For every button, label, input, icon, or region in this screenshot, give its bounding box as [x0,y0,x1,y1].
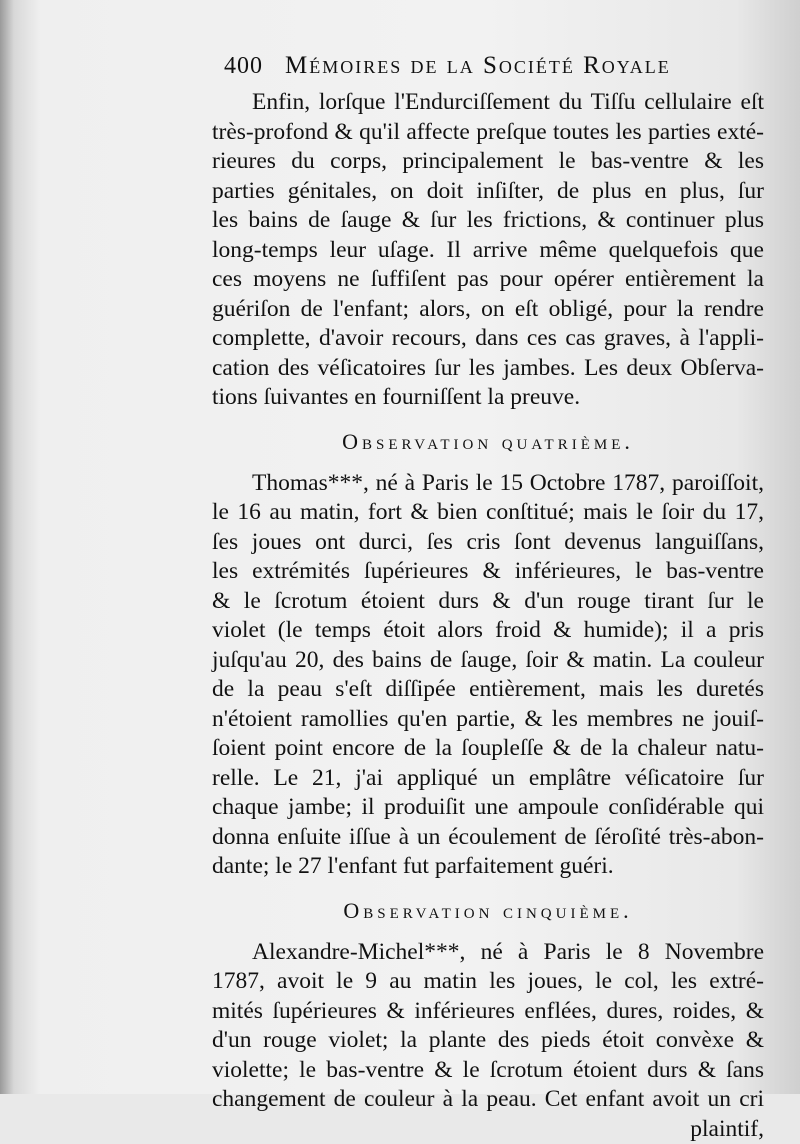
text-line: rieures du corps, principalement le bas-ventre & les [212,147,764,177]
text-block [212,52,764,1144]
text-line: d'un rouge violet; la plante des pieds étoit convèxe & [212,1026,764,1056]
text-line: 1787, avoit le 9 au matin les joues, le col, les extré- [212,967,764,997]
text-line: violette; le bas-ventre & le ſcrotum étoient durs & ſans [212,1056,764,1086]
text-line: tions ſuivantes en fourniſſent la preuve. [212,383,764,413]
paragraph-observation-5 [212,938,764,1115]
text-line: Thomas***, né à Paris le 15 Octobre 1787, paroiſſoit, [212,469,764,499]
text-line: Alexandre-Michel***, né à Paris le 8 Novembre [212,938,764,968]
page-number: 400 [224,53,263,80]
text-line: ſoient point encore de la ſoupleſſe & de la chaleur natu- [212,734,764,764]
text-line: guériſon de l'enfant; alors, on eſt obligé, pour la rendre [212,295,764,325]
text-line: juſqu'au 20, des bains de ſauge, ſoir & matin. La couleur [212,646,764,676]
text-line: violet (le temps étoit alors froid & humide); il a pris [212,616,764,646]
text-line: chaque jambe; il produiſit une ampoule conſidérable qui [212,793,764,823]
text-line: de la peau s'eſt diſſipée entièrement, mais les duretés [212,675,764,705]
section-heading-observation-4: Observation quatrième. [212,425,764,459]
text-line: donna enſuite iſſue à un écoulement de ſéroſité très-abon- [212,823,764,853]
section-heading-observation-5: Observation cinquième. [212,894,764,928]
catchword: plaintif, [212,1115,764,1144]
running-head [224,52,764,88]
text-line: ſes joues ont durci, ſes cris ſont devenus languiſſans, [212,528,764,558]
text-line: Enfin, lorſque l'Endurciſſement du Tiſſu cellulaire eſt [212,88,764,118]
text-line: le 16 au matin, fort & bien conſtitué; mais le ſoir du 17, [212,498,764,528]
text-line: très-profond & qu'il affecte preſque toutes les parties exté- [212,118,764,148]
text-line: changement de couleur à la peau. Cet enfant avoit un cri [212,1085,764,1115]
text-line: & le ſcrotum étoient durs & d'un rouge tirant ſur le [212,587,764,617]
text-line: complette, d'avoir recours, dans ces cas graves, à l'appli- [212,324,764,354]
text-line: mités ſupérieures & inférieures enflées, dures, roides, & [212,997,764,1027]
text-line: dante; le 27 l'enfant fut parfaitement guéri. [212,852,764,882]
text-line: long-temps leur uſage. Il arrive même quelquefois que [212,236,764,266]
text-line: parties génitales, on doit inſiſter, de plus en plus, ſur [212,177,764,207]
paragraph-observation-4 [212,469,764,882]
running-title: Mémoires de la Société Royale [285,52,671,80]
text-line: n'étoient ramollies qu'en partie, & les membres ne jouiſ- [212,705,764,735]
text-line: les bains de ſauge & ſur les frictions, & continuer plus [212,206,764,236]
text-line: les extrémités ſupérieures & inférieures, le bas-ventre [212,557,764,587]
text-line: ces moyens ne ſuffiſent pas pour opérer entièrement la [212,265,764,295]
paragraph-intro [212,88,764,413]
text-line: relle. Le 21, j'ai appliqué un emplâtre véſicatoire ſur [212,764,764,794]
text-line: cation des véſicatoires ſur les jambes. Les deux Obſerva- [212,354,764,384]
